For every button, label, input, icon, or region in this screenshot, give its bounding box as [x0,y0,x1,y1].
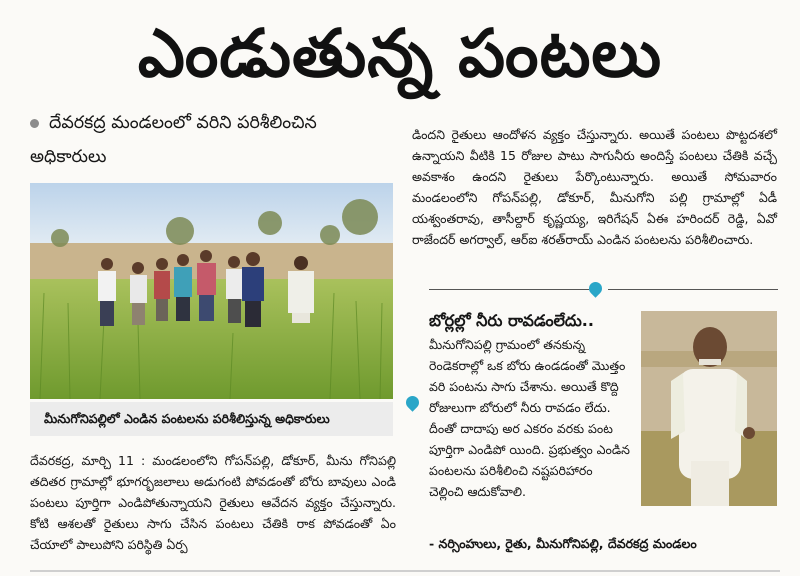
page-bottom-rule [30,570,780,572]
water-drop-icon-left [403,393,421,411]
photo-caption: మీనుగోనిపల్లిలో ఎండిన పంటలను పరిశీలిస్తున్న అధికారులు [30,402,393,436]
farmer-photo [641,311,777,506]
water-drop-icon [586,279,604,297]
field-photo-image [30,183,393,399]
box-heading: బోర్లల్లో నీరు రావడంలేదు.. [429,311,594,330]
article-body-left: దేవరకద్ర, మార్చి 11 : మండలంలోని గోపన్‌పల్లి, డోకూర్, మీను గోనిపల్లి తదితర గ్రామాల్లో భూగర్భజలాలు అడుగంటి పోవడంతో బోరు బావులు ఎండి పంటలు పూర్తిగా ఎండిపోతున్నాయని రైతులు ఆవేదన వ్యక్తం చేస్తున్నారు. కోటి ఆశలతో రైతులు సాగు చేసిన పంటలు చేతికి రాక పోవడంతో ఏం చేయాలో పాలుపోని పరిస్థితి ఏర్ప [30,453,396,552]
bullet-dot-icon [30,119,39,128]
subheadline-text: దేవరకద్ర మండలంలో వరిని పరిశీలించిన అధికారులు [30,113,317,167]
article-body-right: డిందని రైతులు ఆందోళన వ్యక్తం చేస్తున్నారు. అయితే పంటలు పొట్టదశలో ఉన్నాయని వీటికి 15 రోజుల పాటు సాగునీరు అందిస్తే పంటలు చేతికి వచ్చే అవకాశం ఉందని రైతులు పేర్కొంటున్నారు. అయితే సోమవారం మండలంలోని గోపన్‌పల్లి, డోకూర్, మీనుగోని పల్లి గ్రామాల్లో ఏడీ యశ్వంతరావు, తాసీల్దార్ కృష్ణయ్య, ఇరిగేషన్ ఏఈ హరిందర్ రెడ్డి, ఏవో రాజేందర్ అగర్వాల్, ఆర్ఐ శరత్‌రాయ్ ఎండిన పంటలను పరిశీలించారు. [412,127,777,247]
subheadline [30,106,370,174]
farmer-photo-image [641,311,777,506]
field-photo [30,183,393,399]
quote-attribution: - నర్సింహులు, రైతు, మీనుగోనిపల్లి, దేవరకద్ర మండలం [429,536,697,551]
headline: ఎండుతున్న పంటలు [137,15,663,92]
section-divider-right [608,289,778,290]
box-body: మీనుగోనిపల్లి గ్రామంలో తనకున్న రెండెకరాల్లో ఒక బోరు ఉండడంతో మొత్తం వరి పంటను సాగు చేశాను. అయితే కొద్ది రోజులుగా బోరులో నీరు రావడం లేదు. దీంతో దాదాపు అర ఎకరం వరకు పంట పూర్తిగా ఎండిపో యింది. ప్రభుత్వం ఎండిన పంటలను పరిశీలించి నష్టపరిహారం చెల్లించి ఆదుకోవాలి. [429,337,630,499]
section-divider-left [429,289,589,290]
